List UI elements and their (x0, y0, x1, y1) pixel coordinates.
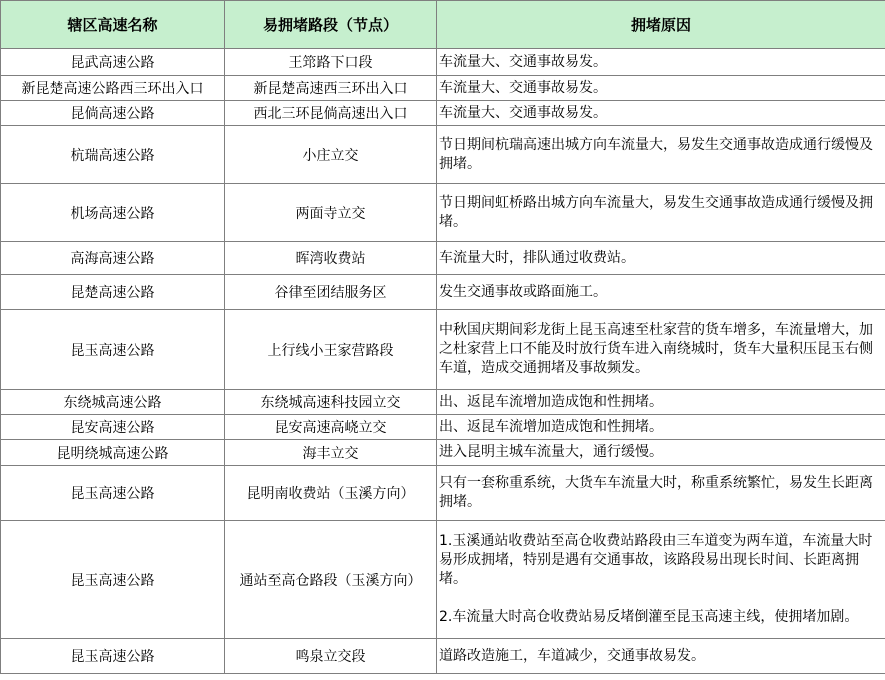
reason-text: 节日期间虹桥路出城方向车流量大，易发生交通事故造成通行缓慢及拥堵。 (439, 194, 873, 230)
reason-text: 车流量大、交通事故易发。 (439, 79, 607, 96)
reason-cell (437, 275, 885, 310)
highway-cell: 昆楚高速公路 (1, 275, 225, 310)
section-cell: 通站至高仓路段（玉溪方向） (225, 521, 437, 639)
reason-cell (437, 49, 885, 76)
table-row (1, 184, 885, 242)
section-cell: 西北三环昆倘高速出入口 (225, 101, 437, 126)
table-row (1, 49, 885, 76)
reason-spacer (439, 589, 883, 608)
highway-cell: 杭瑞高速公路 (1, 126, 225, 184)
table-body (1, 49, 885, 674)
reason-text: 节日期间杭瑞高速出城方向车流量大，易发生交通事故造成通行缓慢及拥堵。 (439, 136, 873, 172)
reason-cell (437, 415, 885, 440)
section-cell: 新昆楚高速西三环出入口 (225, 76, 437, 101)
table-row (1, 76, 885, 101)
header-reason: 拥堵原因 (437, 1, 885, 49)
table-row (1, 310, 885, 390)
highway-cell: 昆武高速公路 (1, 49, 225, 76)
table-row (1, 275, 885, 310)
section-cell: 鸣泉立交段 (225, 639, 437, 674)
table-row (1, 126, 885, 184)
table-row (1, 440, 885, 466)
reason-text: 中秋国庆期间彩龙街上昆玉高速至杜家营的货车增多，车流量增大，加之杜家营上口不能及时放行货车进入南绕城时，货车大量积压昆玉右侧车道，造成交通拥堵及事故频发。 (439, 322, 873, 376)
reason-text: 出、返昆车流增加造成饱和性拥堵。 (439, 418, 663, 435)
header-highway: 辖区高速名称 (1, 1, 225, 49)
highway-cell: 昆玉高速公路 (1, 310, 225, 390)
reason-text: 发生交通事故或路面施工。 (439, 283, 607, 300)
highway-cell: 新昆楚高速公路西三环出入口 (1, 76, 225, 101)
highway-cell: 机场高速公路 (1, 184, 225, 242)
table-row (1, 101, 885, 126)
table-row (1, 466, 885, 521)
reason-cell (437, 639, 885, 674)
table-row (1, 639, 885, 674)
reason-text: 车流量大、交通事故易发。 (439, 104, 607, 121)
table-row (1, 390, 885, 415)
section-cell: 晖湾收费站 (225, 242, 437, 275)
highway-cell: 昆玉高速公路 (1, 466, 225, 521)
highway-cell: 东绕城高速公路 (1, 390, 225, 415)
reason-cell (437, 521, 885, 639)
header-section: 易拥堵路段（节点） (225, 1, 437, 49)
highway-cell: 高海高速公路 (1, 242, 225, 275)
header-row (1, 1, 885, 49)
highway-cell: 昆玉高速公路 (1, 521, 225, 639)
reason-text: 出、返昆车流增加造成饱和性拥堵。 (439, 393, 663, 410)
reason-cell (437, 101, 885, 126)
reason-text: 车流量大时，排队通过收费站。 (439, 249, 635, 266)
highway-cell: 昆倘高速公路 (1, 101, 225, 126)
reason-cell (437, 126, 885, 184)
section-cell: 两面寺立交 (225, 184, 437, 242)
table-row (1, 521, 885, 639)
reason-cell (437, 390, 885, 415)
reason-cell (437, 310, 885, 390)
reason-text: 只有一套称重系统，大货车车流量大时，称重系统繁忙，易发生长距离拥堵。 (439, 475, 873, 510)
section-cell: 王筇路下口段 (225, 49, 437, 76)
section-cell: 昆安高速高峣立交 (225, 415, 437, 440)
table-row (1, 242, 885, 275)
reason-text: 道路改造施工，车道减少，交通事故易发。 (439, 647, 705, 664)
highway-cell: 昆玉高速公路 (1, 639, 225, 674)
section-cell: 上行线小王家营路段 (225, 310, 437, 390)
reason-cell (437, 466, 885, 521)
reason-cell (437, 242, 885, 275)
reason-cell (437, 184, 885, 242)
table-row (1, 415, 885, 440)
reason-text: 车流量大、交通事故易发。 (439, 53, 607, 70)
section-cell: 昆明南收费站（玉溪方向） (225, 466, 437, 521)
section-cell: 海丰立交 (225, 440, 437, 466)
reason-text: 2.车流量大时高仓收费站易反堵倒灌至昆玉高速主线，使拥堵加剧。 (439, 609, 859, 625)
reason-cell (437, 76, 885, 101)
reason-text: 1.玉溪通站收费站至高仓收费站路段由三车道变为两车道，车流量大时易形成拥堵，特别是遇有交通事故，该路段易出现长时间、长距离拥堵。 (439, 533, 873, 587)
section-cell: 谷律至团结服务区 (225, 275, 437, 310)
section-cell: 小庄立交 (225, 126, 437, 184)
reason-text: 进入昆明主城车流量大，通行缓慢。 (439, 444, 663, 460)
highway-cell: 昆安高速公路 (1, 415, 225, 440)
reason-cell (437, 440, 885, 466)
section-cell: 东绕城高速科技园立交 (225, 390, 437, 415)
highway-cell: 昆明绕城高速公路 (1, 440, 225, 466)
